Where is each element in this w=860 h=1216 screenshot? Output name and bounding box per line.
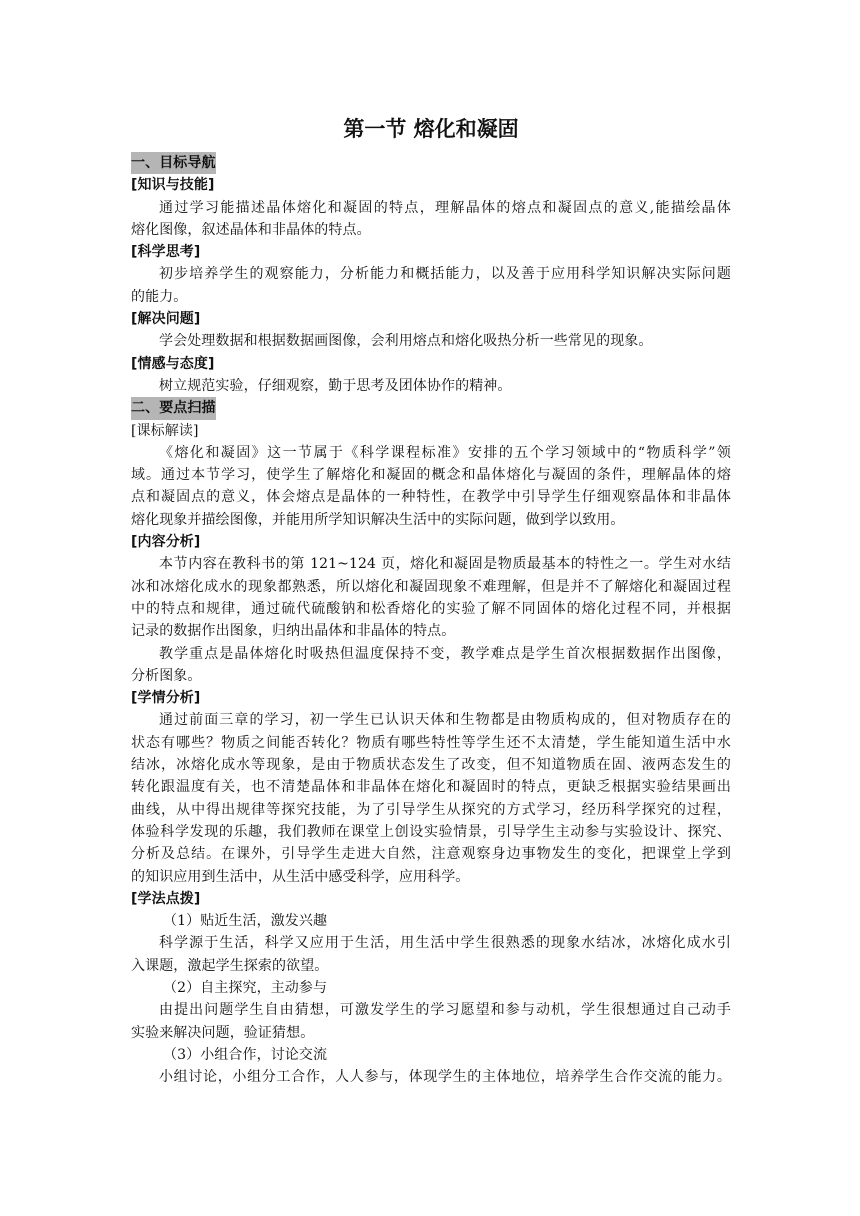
paragraph-line: 熔化图像，叙述晶体和非晶体的特点。 (131, 221, 371, 238)
paragraph-line: 体验科学发现的乐趣，我们教师在课堂上创设实验情景，引导学生主动参与实验设计、探究、 (131, 823, 731, 840)
section-heading-goals: 一、目标导航 (131, 152, 216, 174)
subheading-learning-methods: [学法点拨] (131, 890, 201, 907)
subheading-problem-solving: [解决问题] (131, 311, 201, 328)
paragraph-line: 实验来解决问题，验证猜想。 (131, 1024, 315, 1041)
paragraph-line: 的知识应用到生活中，从生活中感受科学，应用科学。 (131, 868, 470, 885)
page-title: 第一节 熔化和凝固 (343, 117, 519, 141)
paragraph-line: 中的特点和规律，通过硫代硫酸钠和松香熔化的实验了解不同固体的熔化过程不同，并根据 (131, 600, 731, 617)
paragraph-line: 通过前面三章的学习，初一学生已认识天体和生物都是由物质构成的，但对物质存在的 (159, 712, 731, 729)
list-item-heading: （2）自主探究，主动参与 (163, 979, 328, 996)
paragraph-line: 冰和冰熔化成水的现象都熟悉，所以熔化和凝固现象不难理解，但是并不了解熔化和凝固过程 (131, 578, 731, 595)
paragraph-line: 曲线，从中得出规律等探究技能，为了引导学生从探究的方式学习，经历科学探究的过程， (131, 801, 731, 818)
list-item-heading: （3）小组合作，讨论交流 (163, 1046, 328, 1063)
paragraph-line: 点和凝固点的意义，体会熔点是晶体的一种特性，在教学中引导学生仔细观察晶体和非晶体 (131, 489, 731, 506)
paragraph-line: 本节内容在教科书的第 121~124 页，熔化和凝固是物质最基本的特性之一。学生对水结 (159, 556, 731, 573)
paragraph-line: 《熔化和凝固》这一节属于《科学课程标准》安排的五个学习领域中的“物质科学”领 (159, 444, 731, 461)
subheading-emotion-attitude: [情感与态度] (131, 355, 215, 372)
paragraph-line: 的能力。 (131, 288, 188, 305)
paragraph-line: 熔化现象并描绘图像，并能用所学知识解决生活中的实际问题，做到学以致用。 (131, 511, 625, 528)
paragraph-line: 结冰，冰熔化成水等现象，是由于物质状态发生了改变，但不知道物质在固、液两态发生的 (131, 757, 731, 774)
subheading-student-analysis: [学情分析] (131, 690, 201, 707)
document-body (131, 112, 731, 1088)
section-heading-key-points: 二、要点扫描 (131, 397, 216, 419)
paragraph-line: 分析图象。 (131, 667, 202, 684)
paragraph-line: 记录的数据作出图象，归纳出晶体和非晶体的特点。 (131, 623, 456, 640)
paragraph-line: 科学源于生活，科学又应用于生活，用生活中学生很熟悉的现象水结冰，冰熔化成水引 (159, 935, 731, 952)
list-item-heading: （1）贴近生活，激发兴趣 (163, 913, 328, 930)
paragraph-line: 状态有哪些？物质之间能否转化？物质有哪些特性等学生还不太清楚，学生能知道生活中水 (131, 734, 731, 751)
paragraph-line: 小组讨论，小组分工合作，人人参与，体现学生的主体地位，培养学生合作交流的能力。 (159, 1069, 731, 1086)
subheading-scientific-thinking: [科学思考] (131, 244, 201, 261)
paragraph-line: 学会处理数据和根据数据画图像，会利用熔点和熔化吸热分析一些常见的现象。 (159, 333, 653, 350)
subheading-content-analysis: [内容分析] (131, 534, 201, 551)
subheading-knowledge-skills: [知识与技能] (131, 177, 215, 194)
paragraph-line: 域。通过本节学习，使学生了解熔化和凝固的概念和晶体熔化与凝固的条件，理解晶体的熔 (131, 467, 731, 484)
paragraph-line: 入课题，激起学生探索的欲望。 (131, 957, 329, 974)
paragraph-line: 通过学习能描述晶体熔化和凝固的特点，理解晶体的熔点和凝固点的意义,能描绘晶体 (159, 199, 731, 216)
paragraph-line: 转化跟温度有关，也不清楚晶体和非晶体在熔化和凝固时的特点，更缺乏根据实验结果画出 (131, 779, 731, 796)
paragraph-line: 树立规范实验，仔细观察，勤于思考及团体协作的精神。 (159, 377, 512, 394)
paragraph-line: 初步培养学生的观察能力，分析能力和概括能力，以及善于应用科学知识解决实际问题 (159, 266, 731, 283)
paragraph-line: 由提出问题学生自由猜想，可激发学生的学习愿望和参与动机，学生很想通过自己动手 (159, 1002, 731, 1019)
paragraph-line: 教学重点是晶体熔化时吸热但温度保持不变，教学难点是学生首次根据数据作出图像， (159, 645, 731, 662)
paragraph-line: 分析及总结。在课外，引导学生走进大自然，注意观察身边事物发生的变化，把课堂上学到 (131, 846, 731, 863)
subheading-curriculum-reading: [课标解读] (131, 422, 199, 439)
